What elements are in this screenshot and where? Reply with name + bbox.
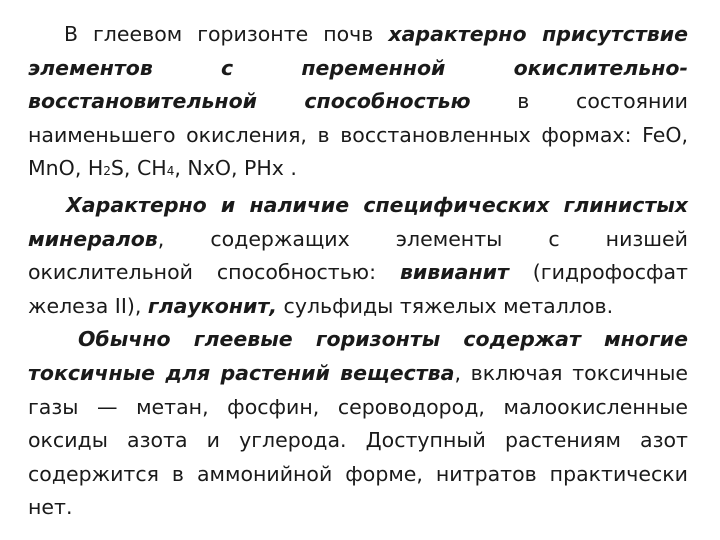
paragraph-3-emphasis: Обычно глеевые горизонты содержат многие токсичные для растений вещества xyxy=(28,327,688,385)
term-glauconite: глауконит, xyxy=(147,293,278,318)
paragraph-1-tail: , NxO, PHx . xyxy=(174,156,297,181)
h2s-subscript: 2 xyxy=(103,164,111,179)
paragraph-1-formula-mid: S, CH xyxy=(110,156,167,181)
paragraph-3 xyxy=(28,323,688,525)
paragraph-1-lead: В глеевом горизонте почв xyxy=(64,22,389,46)
paragraph-2 xyxy=(28,189,688,323)
slide-text xyxy=(28,18,688,525)
paragraph-1 xyxy=(28,18,688,189)
paragraph-2-text-3: сульфиды тяжелых металлов. xyxy=(277,293,614,318)
paragraph-2-text-1: , содержащих элементы с низшей окислительной способностью: xyxy=(28,226,688,285)
paragraph-3-text: , включая токсичные газы — метан, фосфин, сероводород, малоокисленные оксиды азота и углерода. Доступный растениям азот содержится в аммонийной форме, нитратов практически нет. xyxy=(28,360,688,520)
paragraph-1-emphasis: характерно присутствие элементов с переменной окислительно-восстановительной способностью xyxy=(28,22,688,114)
paragraph-2-emphasis: Характерно и наличие специфических глинистых минералов xyxy=(28,192,688,251)
ch4-subscript: 4 xyxy=(166,164,175,179)
paragraph-2-text-2: (гидрофосфат железа II), xyxy=(28,260,688,318)
paragraph-1-body: в состоянии наименьшего окисления, в восстановленных формах: FeO, MnO, H xyxy=(28,89,688,181)
term-vivianite: вивианит xyxy=(399,260,509,285)
